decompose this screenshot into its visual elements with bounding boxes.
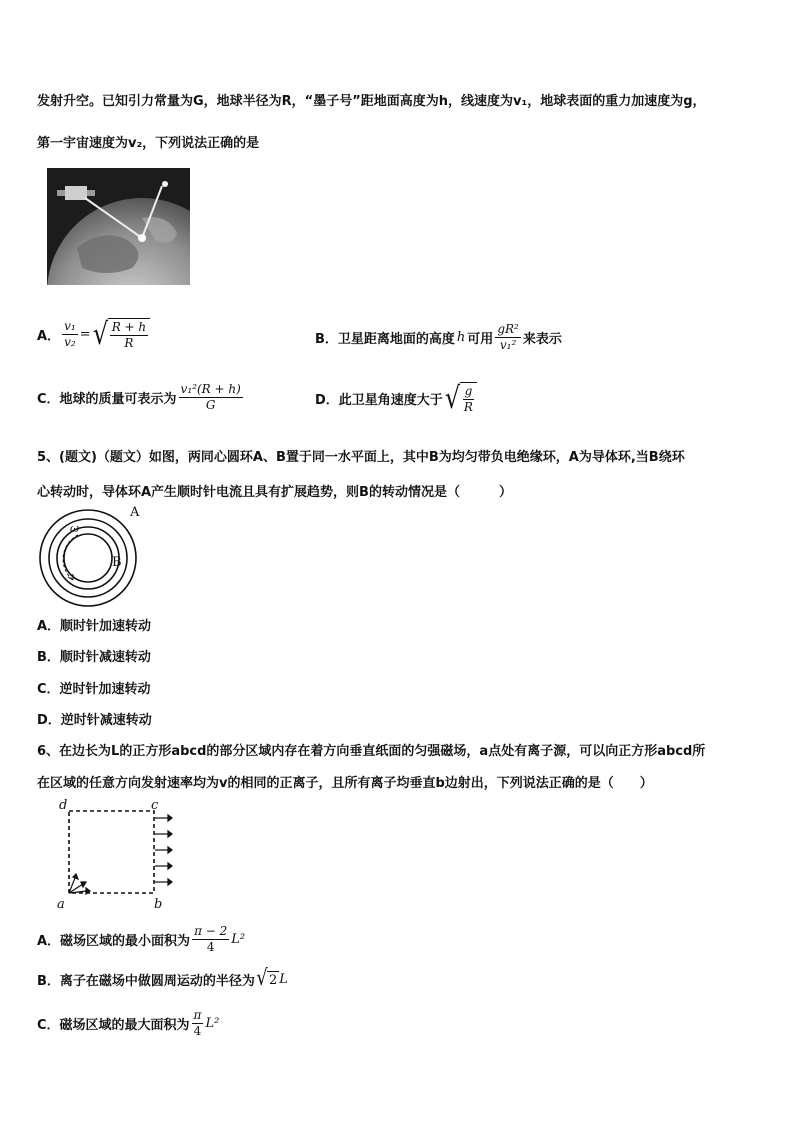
corner-a-label: a bbox=[57, 897, 65, 912]
q5-ring-figure bbox=[38, 505, 148, 608]
omega-label: ω bbox=[70, 522, 79, 535]
q5-stem-line2: 心转动时，导体环A产生顺时针电流且具有扩展趋势，则B的转动情况是（ ） bbox=[37, 485, 512, 500]
ring-a-label: A bbox=[130, 505, 140, 520]
fraction-v1-v2: $\frac{\text{v₁}}{\text{v₂}}$ bbox=[64, 319, 76, 349]
q6-stem-line2: 在区域的任意方向发射速率均为v的相同的正离子，且所有离子均垂直b边射出，下列说法正确的是（ ） bbox=[37, 776, 653, 791]
q5-option-a: A．顺时针加速转动 bbox=[37, 619, 152, 634]
corner-d-label: d bbox=[59, 798, 68, 813]
satellite-photo bbox=[47, 168, 190, 285]
q5-option-d: D．逆时针减速转动 bbox=[37, 713, 152, 728]
q4-option-b: B．卫星距离地面的高度 h 可用 $\frac{\text{gR²}}{\text{v₁²}}$ 来表示 bbox=[315, 322, 562, 352]
q5-option-c: C．逆时针加速转动 bbox=[37, 682, 151, 697]
option-label: A． bbox=[37, 329, 61, 344]
q6-square-figure bbox=[55, 798, 185, 913]
q6-option-b: B．离子在磁场中做圆周运动的半径为 √ 2 L bbox=[37, 966, 288, 991]
corner-b-label: b bbox=[154, 897, 163, 912]
q5-option-b: B．顺时针减速转动 bbox=[37, 650, 151, 665]
q6-option-a: A．磁场区域的最小面积为 $\frac{\pi - 2}{4}$ L² bbox=[37, 924, 246, 954]
corner-c-label: c bbox=[151, 798, 159, 813]
q4-stem-line1: 发射升空。已知引力常量为G，地球半径为R，“墨子号”距地面高度为h，线速度为v₁，地球表面的重力加速度为g， bbox=[37, 94, 706, 109]
q4-stem-line2: 第一宇宙速度为v₂，下列说法正确的是 bbox=[37, 136, 260, 151]
q6-stem-line1: 6、在边长为L的正方形abcd的部分区域内存在着方向垂直纸面的匀强磁场，a点处有离子源，可以向正方形abcd所 bbox=[37, 744, 706, 759]
q4-option-d: D．此卫星角速度大于 √ $\frac{g}{R}$ bbox=[315, 382, 477, 415]
q6-option-c: C．磁场区域的最大面积为 $\frac{\pi}{4}$ L² bbox=[37, 1008, 220, 1038]
sqrt-expression: √ $\frac{R + h}{R}$ bbox=[91, 318, 151, 351]
q4-option-a: A． $\frac{\text{v₁}}{\text{v₂}}$ = √ $\frac{R + h}{R}$ bbox=[37, 318, 150, 351]
ring-b-label: B bbox=[112, 555, 122, 570]
q5-stem-line1: 5、(题文)（题文）如图，两同心圆环A、B置于同一水平面上，其中B为均匀带负电绝缘环，A为导体环,当B绕环 bbox=[37, 450, 685, 465]
q4-option-c: C．地球的质量可表示为 $\frac{\text{v₁²(R + h)}}{G}$ bbox=[37, 382, 241, 412]
